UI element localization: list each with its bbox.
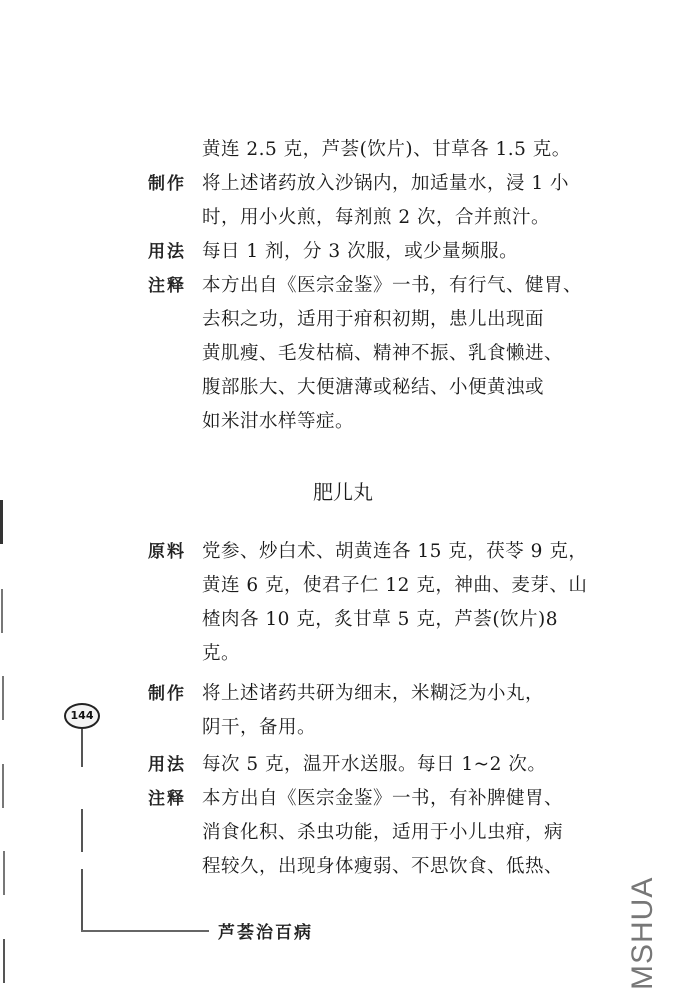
scan-edge-mark [0,500,3,544]
margin-rule [81,809,83,852]
section-label: 注释 [148,789,186,809]
s2-notes-row [148,782,608,816]
body-text: 楂肉各 10 克，炙甘草 5 克，芦荟(饮片)8 [202,609,559,630]
s1-preparation-row [148,167,608,201]
scan-edge-mark [2,764,4,808]
body-text: 黄连 2.5 克，芦荟(饮片)、甘草各 1.5 克。 [202,139,571,160]
body-text: 如米泔水样等症。 [202,411,355,432]
section-label: 用法 [148,242,186,262]
body-text: 腹部胀大、大便溏薄或秘结、小便黄浊或 [202,377,545,398]
body-text: 消食化积、杀虫功能，适用于小儿虫疳，病 [202,822,564,843]
s2-ingredients-row [148,569,608,603]
scan-edge-mark [3,851,5,895]
s1-notes-row [148,269,608,303]
s2-ingredients-row [148,637,608,671]
body-text: 阴干，备用。 [202,717,317,738]
footer-rule [81,930,209,932]
body-text: 将上述诸药放入沙锅内，加适量水，浸 1 小 [202,173,570,194]
body-text: 黄连 6 克，使君子仁 12 克，神曲、麦芽、山 [202,575,588,596]
body-text: 程较久，出现身体瘦弱、不思饮食、低热、 [202,856,564,877]
body-text: 党参、炒白术、胡黄连各 15 克，茯苓 9 克， [202,541,588,562]
s2-notes-row [148,816,608,850]
body-text: 本方出自《医宗金鉴》一书，有行气、健胃、 [202,275,583,296]
body-text: 克。 [202,643,241,664]
s2-ingredients-row [148,603,608,637]
scan-edge-mark [2,676,4,720]
s1-notes-row [148,405,608,439]
body-text: 去积之功，适用于疳积初期，患儿出现面 [202,309,545,330]
s1-preparation-row [148,201,608,235]
body-text: 每次 5 克，温开水送服。每日 1~2 次。 [202,754,547,775]
section-label: 制作 [148,174,186,194]
recipe-title: 肥儿丸 [313,480,373,504]
page-number-badge: 144 [64,703,100,729]
s2-preparation-row [148,711,608,745]
section-label: 原料 [148,542,186,562]
running-footer-title: 芦荟治百病 [218,923,313,943]
s2-notes-row [148,850,608,884]
section-label: 制作 [148,684,186,704]
watermark: MSHUA [626,876,659,990]
body-text: 本方出自《医宗金鉴》一书，有补脾健胃、 [202,788,564,809]
section-label: 用法 [148,755,186,775]
margin-rule [81,729,83,767]
s2-usage-row [148,748,608,782]
s2-preparation-row [148,677,608,711]
margin-rule [81,869,83,931]
scan-edge-mark [3,939,5,983]
body-text: 每日 1 剂，分 3 次服，或少量频服。 [202,241,519,262]
continuation-line [148,133,608,167]
s2-ingredients-row [148,535,608,569]
s1-usage-row [148,235,608,269]
body-text: 时，用小火煎，每剂煎 2 次，合并煎汁。 [202,207,551,228]
section-label: 注释 [148,276,186,296]
body-text: 将上述诸药共研为细末，米糊泛为小丸， [202,683,545,704]
s1-notes-row [148,303,608,337]
s1-notes-row [148,371,608,405]
s1-notes-row [148,337,608,371]
scan-edge-mark [1,589,3,633]
body-text: 黄肌瘦、毛发枯槁、精神不振、乳食懒进、 [202,343,564,364]
